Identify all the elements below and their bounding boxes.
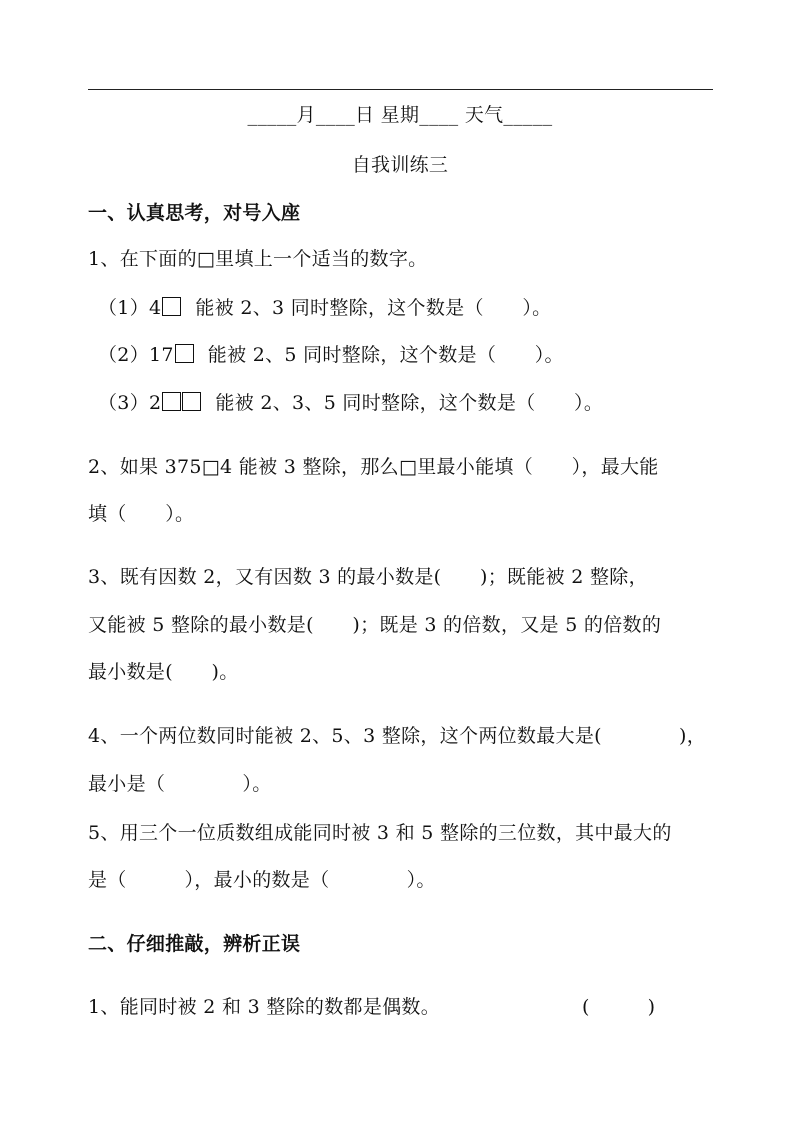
question-3-line-2: 又能被 5 整除的最小数是( )；既是 3 的倍数，又是 5 的倍数的: [88, 614, 662, 636]
question-4-line-1: 4、一个两位数同时能被 2、5、3 整除，这个两位数最大是( )，: [88, 725, 707, 747]
question-4-line-2: 最小是（ ）。: [88, 773, 272, 795]
question-5-line-2: 是（ ），最小的数是（ ）。: [88, 869, 436, 891]
item-1-prefix: （1）4: [98, 297, 162, 319]
item-3-text: 能被 2、3、5 同时整除，这个数是（ ）。: [215, 392, 604, 414]
digit-box[interactable]: [162, 392, 181, 411]
digit-box[interactable]: [175, 344, 194, 363]
item-2-text: 能被 2、5 同时整除，这个数是（ ）。: [207, 344, 564, 366]
worksheet-title: 自我训练三: [351, 154, 449, 176]
true-false-question-1: 1、能同时被 2 和 3 整除的数都是偶数。: [88, 996, 441, 1018]
item-1-text: 能被 2、3 同时整除，这个数是（ ）。: [195, 297, 552, 319]
digit-box[interactable]: [162, 297, 181, 316]
date-weather-line: _____月____日 星期____ 天气_____: [247, 104, 553, 126]
question-1-item-3: [98, 391, 603, 415]
question-5-line-1: 5、用三个一位质数组成能同时被 3 和 5 整除的三位数，其中最大的: [88, 822, 672, 844]
top-rule: [88, 89, 713, 90]
item-3-prefix: （3）2: [98, 392, 162, 414]
section-1-heading: 一、认真思考，对号入座: [88, 202, 301, 224]
question-1-stem: 1、在下面的□里填上一个适当的数字。: [88, 248, 428, 270]
item-2-prefix: （2）17: [98, 344, 174, 366]
question-1-item-2: [98, 343, 564, 367]
question-2-line-2: 填（ ）。: [88, 503, 195, 525]
question-2-line-1: 2、如果 375□4 能被 3 整除，那么□里最小能填（ ），最大能: [88, 456, 659, 478]
section-2-heading: 二、仔细推敲，辨析正误: [88, 933, 301, 955]
question-1-item-1: [98, 296, 551, 320]
question-3-line-1: 3、既有因数 2，又有因数 3 的最小数是( )；既能被 2 整除，: [88, 566, 648, 588]
true-false-answer-blank[interactable]: ( ): [582, 996, 656, 1018]
question-3-line-3: 最小数是( )。: [88, 661, 239, 683]
digit-box[interactable]: [182, 392, 201, 411]
